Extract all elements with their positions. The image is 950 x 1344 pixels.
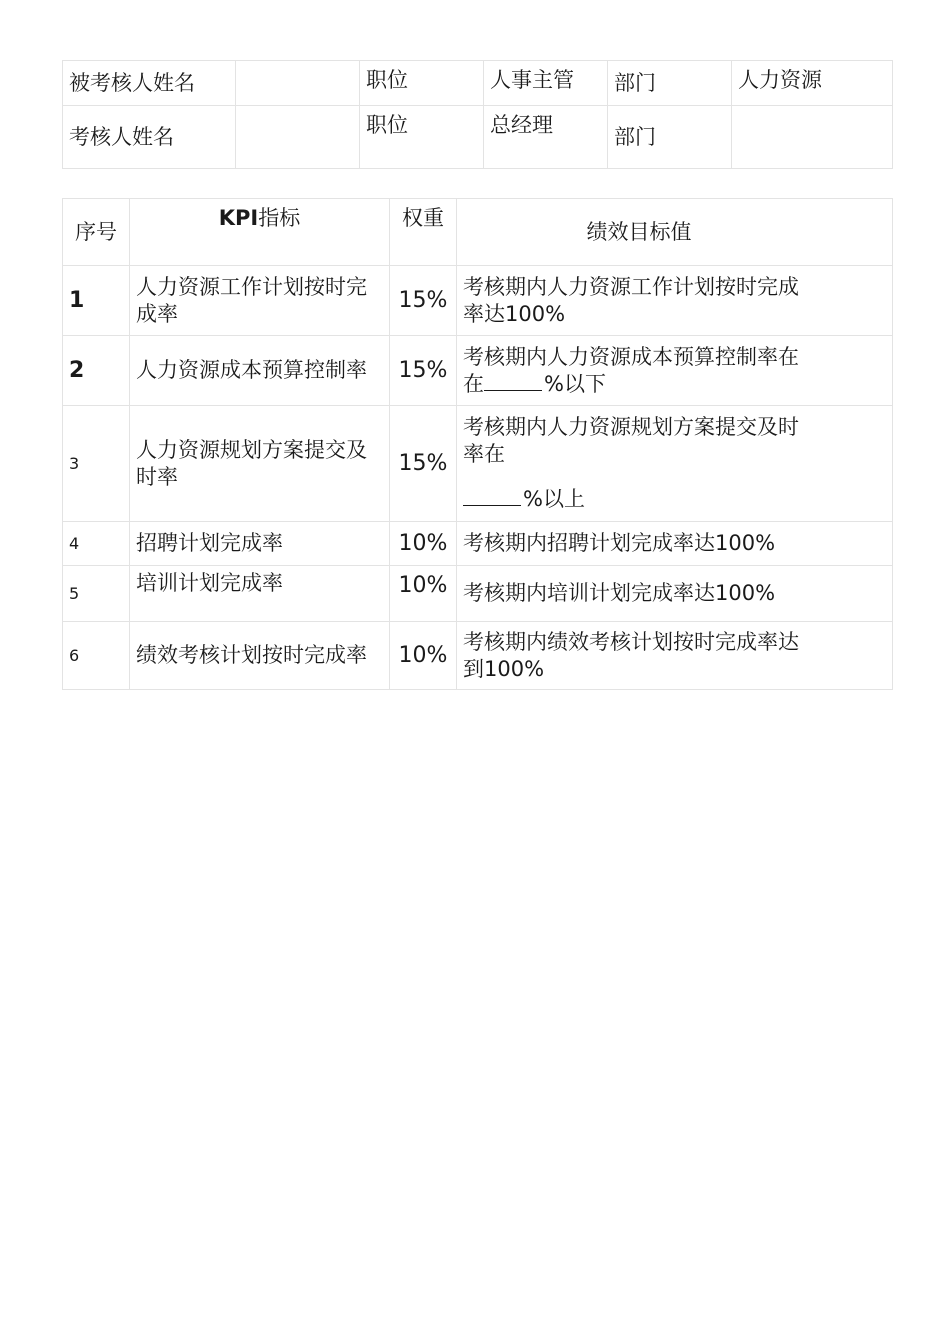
kpi-row	[63, 406, 893, 522]
kpi-table	[62, 198, 810, 682]
row-target	[457, 336, 893, 406]
assessee-position-value: 人事主管	[484, 61, 608, 106]
kpi-row	[63, 566, 893, 622]
row-seq: 6	[63, 622, 130, 690]
row-kpi-name: 人力资源工作计划按时完成率	[130, 266, 390, 336]
kpi-row	[63, 622, 893, 690]
fill-in-blank[interactable]	[463, 487, 521, 506]
assessee-position-label: 职位	[360, 61, 484, 106]
row-weight: 10%	[390, 566, 457, 622]
header-target-text: 绩效目标值	[586, 219, 692, 244]
row-kpi-name: 人力资源成本预算控制率	[130, 336, 390, 406]
row-kpi-name: 绩效考核计划按时完成率	[130, 622, 390, 690]
row-target-suffix: %以上	[523, 487, 585, 511]
row-seq: 3	[63, 406, 130, 522]
kpi-row	[63, 266, 893, 336]
header-target	[457, 199, 893, 266]
row-target: 考核期内培训计划完成率达100%	[457, 566, 893, 622]
fill-in-blank[interactable]	[484, 372, 542, 391]
assessment-info-table	[62, 60, 822, 160]
row-seq: 1	[63, 266, 130, 336]
row-target-text: 考核期内人力资源规划方案提交及时率在	[463, 415, 799, 466]
assessor-name-value	[236, 106, 360, 169]
header-kpi	[130, 199, 390, 266]
row-seq: 4	[63, 522, 130, 566]
kpi-header-row	[63, 199, 893, 266]
row-target: 考核期内招聘计划完成率达100%	[457, 522, 893, 566]
row-weight: 15%	[390, 406, 457, 522]
row-kpi-name: 招聘计划完成率	[130, 522, 390, 566]
row-target-text: 考核期内人力资源工作计划按时完成率达100%	[463, 274, 799, 326]
info-row-assessee	[63, 61, 893, 106]
row-weight: 10%	[390, 522, 457, 566]
row-target	[457, 622, 893, 690]
row-kpi-name: 培训计划完成率	[130, 566, 390, 622]
row-target-text: 考核期内绩效考核计划按时完成率达到100%	[463, 629, 799, 681]
row-target	[457, 266, 893, 336]
assessee-name-label: 被考核人姓名	[63, 61, 236, 106]
row-seq: 5	[63, 566, 130, 622]
row-kpi-name: 人力资源规划方案提交及时率	[130, 406, 390, 522]
assessee-dept-value: 人力资源	[732, 61, 893, 106]
row-target-text: 考核期内人力资源成本预算控制率在	[463, 344, 799, 369]
row-seq: 2	[63, 336, 130, 406]
row-weight: 15%	[390, 336, 457, 406]
assessor-dept-label: 部门	[608, 106, 732, 169]
header-weight: 权重	[390, 199, 457, 266]
assessor-dept-value	[732, 106, 893, 169]
header-seq: 序号	[63, 199, 130, 266]
row-weight: 15%	[390, 266, 457, 336]
header-kpi-bold: KPI	[218, 206, 259, 230]
row-target-prefix: 在	[463, 371, 484, 396]
kpi-row	[63, 336, 893, 406]
assessor-name-label: 考核人姓名	[63, 106, 236, 169]
assessee-dept-label: 部门	[608, 61, 732, 106]
kpi-row	[63, 522, 893, 566]
row-weight: 10%	[390, 622, 457, 690]
header-kpi-rest: 指标	[258, 206, 301, 230]
row-target-suffix: %以下	[544, 371, 606, 396]
assessee-name-value	[236, 61, 360, 106]
assessor-position-label: 职位	[360, 106, 484, 169]
row-target	[457, 406, 893, 522]
assessor-position-value: 总经理	[484, 106, 608, 169]
info-row-assessor	[63, 106, 893, 169]
